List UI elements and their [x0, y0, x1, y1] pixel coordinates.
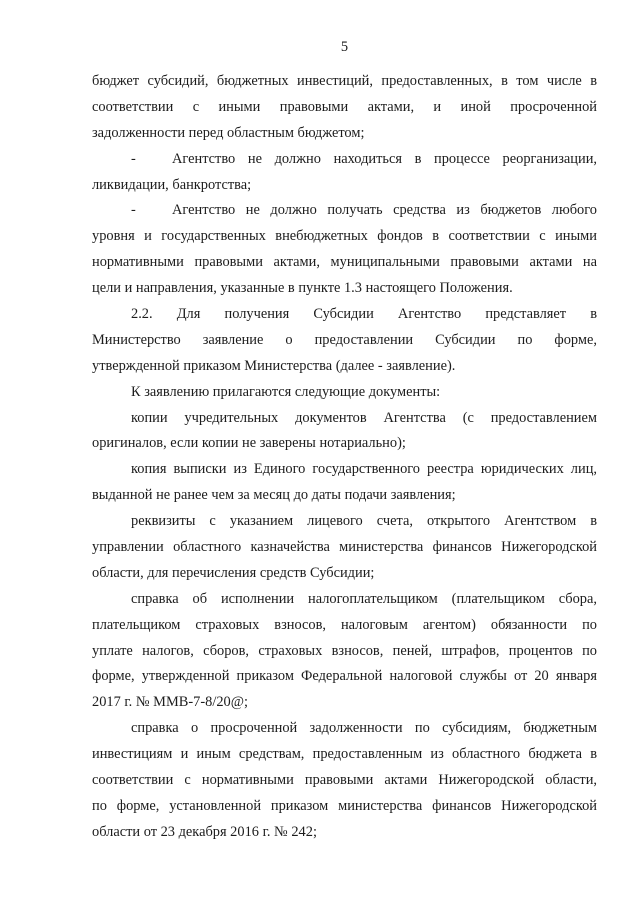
text-line: нормативными правовыми актами, муниципальными правовыми актами на — [92, 254, 597, 271]
text-line: плательщиком страховых взносов, налоговым агентом) обязанности по — [92, 616, 597, 633]
text-line: форме, утвержденной приказом Федеральной налоговой службы от 20 января — [92, 668, 597, 685]
text-line: 2017 г. № ММВ-7-8/20@; — [92, 694, 248, 711]
text-line-content: Агентство не должно получать средства из бюджетов любого — [172, 202, 597, 219]
text-line: соответствии с иными правовыми актами, и иной просроченной — [92, 98, 597, 115]
text-line: Министерство заявление о предоставлении Субсидии по форме, — [92, 331, 597, 348]
text-line — [92, 198, 597, 224]
body-text — [92, 69, 597, 846]
list-dash-marker: - — [131, 202, 136, 219]
text-line: реквизиты с указанием лицевого счета, открытого Агентством в — [131, 513, 597, 530]
text-line: цели и направления, указанные в пункте 1.3 настоящего Положения. — [92, 280, 513, 297]
text-line: области, для перечисления средств Субсидии; — [92, 564, 375, 581]
paragraph — [92, 380, 597, 406]
text-line: оригиналов, если копии не заверены нотариально); — [92, 435, 406, 452]
list-item-dash — [92, 198, 597, 302]
text-line: 2.2. Для получения Субсидии Агентство представляет в — [131, 306, 597, 323]
paragraph — [92, 587, 597, 716]
page-number: 5 — [340, 39, 349, 55]
text-line: соответствии с нормативными правовыми актами Нижегородской области, — [92, 772, 597, 789]
text-line: задолженности перед областным бюджетом; — [92, 124, 365, 141]
text-line: уровня и государственных внебюджетных фондов в соответствии с иными — [92, 228, 597, 245]
paragraph — [92, 716, 597, 845]
paragraph — [92, 406, 597, 458]
text-line: по форме, установленной приказом министерства финансов Нижегородской — [92, 797, 597, 814]
text-line: области от 23 декабря 2016 г. № 242; — [92, 823, 317, 840]
text-line-content: Агентство не должно находиться в процессе реорганизации, — [172, 150, 597, 167]
text-line: управлении областного казначейства министерства финансов Нижегородской — [92, 539, 597, 556]
text-line: копия выписки из Единого государственного реестра юридических лиц, — [131, 461, 597, 478]
text-line: выданной не ранее чем за месяц до даты подачи заявления; — [92, 487, 456, 504]
text-line: бюджет субсидий, бюджетных инвестиций, предоставленных, в том числе в — [92, 73, 597, 89]
list-dash-marker: - — [131, 150, 136, 167]
text-line: К заявлению прилагаются следующие документы: — [131, 383, 441, 400]
text-line — [92, 147, 597, 173]
text-line: уплате налогов, сборов, страховых взносов, пеней, штрафов, процентов по — [92, 642, 597, 659]
text-line: справка о просроченной задолженности по субсидиям, бюджетным — [131, 720, 597, 737]
text-line: инвестициям и иным средствам, предоставленным из областного бюджета в — [92, 746, 597, 763]
text-line: справка об исполнении налогоплательщиком (плательщиком сбора, — [131, 590, 597, 607]
text-line: ликвидации, банкротства; — [92, 176, 252, 193]
paragraph — [92, 302, 597, 380]
paragraph — [92, 457, 597, 509]
paragraph — [92, 69, 597, 147]
text-line: утвержденной приказом Министерства (далее - заявление). — [92, 357, 456, 374]
paragraph — [92, 509, 597, 587]
text-line: копии учредительных документов Агентства (с предоставлением — [131, 409, 597, 426]
list-item-dash — [92, 147, 597, 199]
